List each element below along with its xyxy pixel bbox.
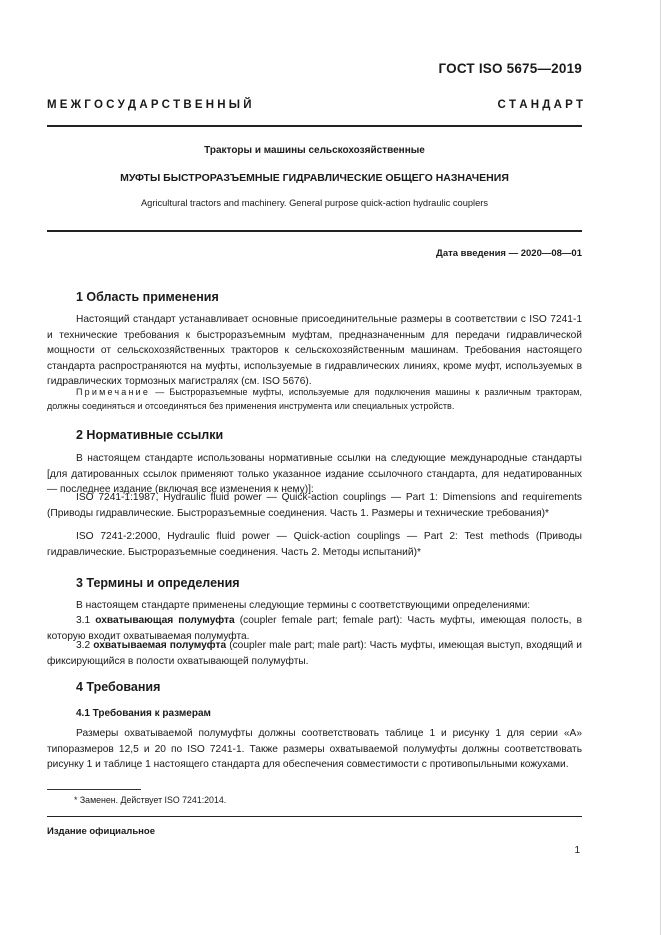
section-1-note (47, 385, 582, 413)
section-3-heading: 3 Термины и определения (76, 576, 240, 590)
note-text: — Быстроразъемные муфты, используемые для подключения машины к различным тракторам, должны соединяться и отсоединяться без применения инструмента или специальных устройств. (47, 387, 582, 411)
section-4-1-paragraph: Размеры охватываемой полумуфты должны соответствовать таблице 1 и рисунку 1 для серии «А» типоразмеров 12,5 и 20 по ISO 7241-1. Также размеры охватываемой полумуфты должны соответствовать рисунку 1 и таблице 1 настоящего стандарта для обеспечения совместимости с противопыльными кожухами. (47, 728, 582, 770)
section-2-heading: 2 Нормативные ссылки (76, 428, 224, 442)
section-3-paragraph: В настоящем стандарте применены следующие термины с соответствующими определениями: (76, 600, 531, 611)
footer-divider (47, 816, 582, 817)
note-label: Примечание (76, 387, 151, 397)
title-group: Тракторы и машины сельскохозяйственные (204, 145, 425, 156)
definition-number: 3.1 (76, 615, 96, 626)
footnote: * Заменен. Действует ISO 7241:2014. (74, 795, 227, 805)
standard-number: ГОСТ ISO 5675—2019 (438, 61, 582, 76)
definition-text: (coupler male part; male part): Часть муфты, имеющая выступ, входящий и фиксирующийся в полости охватывающей полумуфты. (47, 640, 582, 667)
reference-iso-7241-1: ISO 7241-1:1987, Hydraulic fluid power — Quick-action couplings — Part 1: Dimensions and requirements (Приводы гидравлические. Быстроразъемные соединения. Часть 1. Размеры и технические требования)* (47, 492, 582, 519)
banner-word-interstate: М Е Ж Г О С У Д А Р С Т В Е Н Н Ы Й (47, 99, 252, 111)
title-english: Agricultural tractors and machinery. General purpose quick-action hydraulic couplers (140, 198, 489, 208)
header-divider (47, 125, 582, 127)
definition-term: охватываемая полумуфта (93, 640, 227, 651)
section-1-heading: 1 Область применения (76, 290, 219, 304)
section-2-paragraph: В настоящем стандарте использованы нормативные ссылки на следующие международные стандарты [для датированных ссылок применяют только указанное издание ссылочного стандарта, для недатированных — последнее издание (включая все изменения к нему)]: (47, 453, 582, 495)
reference-iso-7241-2: ISO 7241-2:2000, Hydraulic fluid power — Quick-action couplings — Part 2: Test methods (Приводы гидравлические. Быстроразъемные соединения. Часть 2. Методы испытаний)* (47, 531, 582, 558)
title-divider (47, 230, 582, 232)
title-main: МУФТЫ БЫСТРОРАЗЪЕМНЫЕ ГИДРАВЛИЧЕСКИЕ ОБЩЕГО НАЗНАЧЕНИЯ (120, 172, 509, 184)
standard-type-banner (47, 99, 583, 111)
official-edition-label: Издание официальное (47, 826, 155, 837)
footnote-divider (47, 789, 141, 790)
definition-number: 3.2 (76, 640, 94, 651)
section-1-paragraph: Настоящий стандарт устанавливает основные присоединительные размеры в соответствии с ISO 7241-1 и технические требования к быстроразъемным муфтам, предназначенным для передачи гидравлической мощности от сельскохозяйственных тракторов к сельскохозяйственным машинам. Требования настоящего стандарта распространяются на муфты, используемые в гидравлических линиях, кроме муфт, используемых в гидравлических тормозных магистралях (см. ISO 5676). (47, 314, 582, 387)
page-number: 1 (574, 845, 580, 856)
definition-term: охватывающая полумуфта (95, 615, 235, 626)
banner-word-standard: С Т А Н Д А Р Т (497, 99, 583, 111)
subsection-4-1-heading: 4.1 Требования к размерам (76, 708, 211, 719)
definition-text: (coupler female part; female part): Часть муфты, имеющая полость, в которую входит охватываемая полумуфта. (47, 615, 582, 642)
introduction-date: Дата введения — 2020—08—01 (436, 248, 582, 259)
definition-3-2 (47, 638, 582, 669)
section-4-heading: 4 Требования (76, 680, 161, 694)
